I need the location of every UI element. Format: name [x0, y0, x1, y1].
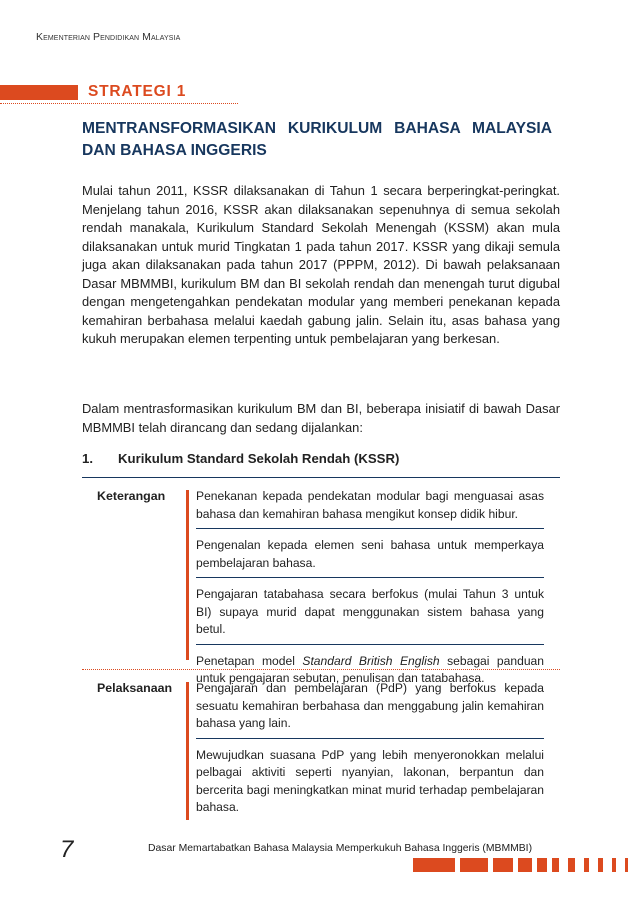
section-title: MENTRANSFORMASIKAN KURIKULUM BAHASA MALAYSIA DAN BAHASA INGGERIS: [82, 120, 552, 159]
footer-bar: [413, 858, 455, 872]
footer-bar: [598, 858, 603, 872]
list-heading-rule: [82, 477, 560, 478]
footer-decorative-bars: [262, 858, 628, 872]
row-label-pelaksanaan: Pelaksanaan: [97, 681, 173, 695]
row-accent-bar-keterangan: [186, 490, 189, 660]
strategy-dotted-rule: [0, 103, 238, 104]
list-number: 1.: [82, 451, 93, 466]
list-heading: [82, 451, 399, 466]
footer-bar: [612, 858, 616, 872]
keterangan-item-4-post: sebagai panduan untuk pengajaran sebutan, penulisan dan tatabahasa.: [196, 653, 544, 685]
keterangan-item-3: Pengajaran tatabahasa secara berfokus (mulai Tahun 3 untuk BI) supaya murid dapat menggunakan sistem bahasa yang betul.: [196, 584, 544, 645]
strategy-label: STRATEGI 1: [88, 83, 187, 100]
keterangan-item-2: Pengenalan kepada elemen seni bahasa untuk memperkaya pembelajaran bahasa.: [196, 535, 544, 578]
keterangan-items: [196, 486, 544, 693]
body-paragraph-2: Dalam mentrasformasikan kurikulum BM dan BI, beberapa inisiatif di bawah Dasar MBMMBI telah dirancang dan sedang dijalankan:: [82, 401, 560, 435]
footer-bar: [537, 858, 547, 872]
footer-bar: [460, 858, 488, 872]
row-label-keterangan: Keterangan: [97, 489, 166, 503]
footer-bar: [625, 858, 628, 872]
row-dotted-divider: [82, 669, 560, 670]
keterangan-item-4-pre: Penetapan model: [196, 653, 303, 668]
list-heading-text: Kurikulum Standard Sekolah Rendah (KSSR): [118, 451, 400, 466]
footer-bar: [568, 858, 575, 872]
keterangan-item-4-emphasis: Standard British English: [302, 653, 440, 668]
pelaksanaan-items: [196, 678, 544, 822]
footer-bar: [584, 858, 589, 872]
row-accent-bar-pelaksanaan: [186, 682, 189, 820]
body-paragraph-1: Mulai tahun 2011, KSSR dilaksanakan di Tahun 1 secara berperingkat-peringkat. Menjelang tahun 2016, KSSR akan dilaksanakan sepenuhnya di semua sekolah rendah manakala, Kurikulum Standard Sekolah Menengah (KSSM) akan mula dilaksanakan untuk murid Tingkatan 1 pada tahun 2017. KSSR yang dikaji semula juga akan dilaksanakan pada tahun 2017 (PPPM, 2012). Di bawah pelaksanaan Dasar MBMMBI, kurikulum BM dan BI sekolah rendah dan menengah turut digubal dengan mengetengahkan pendekatan modular yang memberi penekanan kepada kemahiran berbahasa melalui kaedah gabung jalin. Selain itu, asas bahasa yang kukuh merupakan elemen terpenting untuk pembelajaran yang berkesan.: [82, 183, 560, 346]
pelaksanaan-item-1: Pengajaran dan pembelajaran (PdP) yang berfokus kepada sesuatu kemahiran berbahasa dan menggabung jalin kemahiran bahasa yang lain.: [196, 678, 544, 739]
page-number: 7: [60, 836, 74, 863]
running-header: Kementerian Pendidikan Malaysia: [36, 31, 181, 43]
footer-bar: [493, 858, 513, 872]
footer-bar: [518, 858, 532, 872]
footer-title: Dasar Memartabatkan Bahasa Malaysia Memperkukuh Bahasa Inggeris (MBMMBI): [148, 843, 533, 854]
footer-bar: [552, 858, 559, 872]
strategy-accent-bar: [0, 85, 78, 100]
keterangan-item-1: Penekanan kepada pendekatan modular bagi menguasai asas bahasa dan kemahiran bahasa mengikut konsep didik hibur.: [196, 486, 544, 529]
pelaksanaan-item-2: Mewujudkan suasana PdP yang lebih menyeronokkan melalui pelbagai aktiviti seperti nyanyian, lakonan, berpantun dan bercerita bagi meningkatkan minat murid terhadap pembelajaran bahasa.: [196, 747, 544, 814]
